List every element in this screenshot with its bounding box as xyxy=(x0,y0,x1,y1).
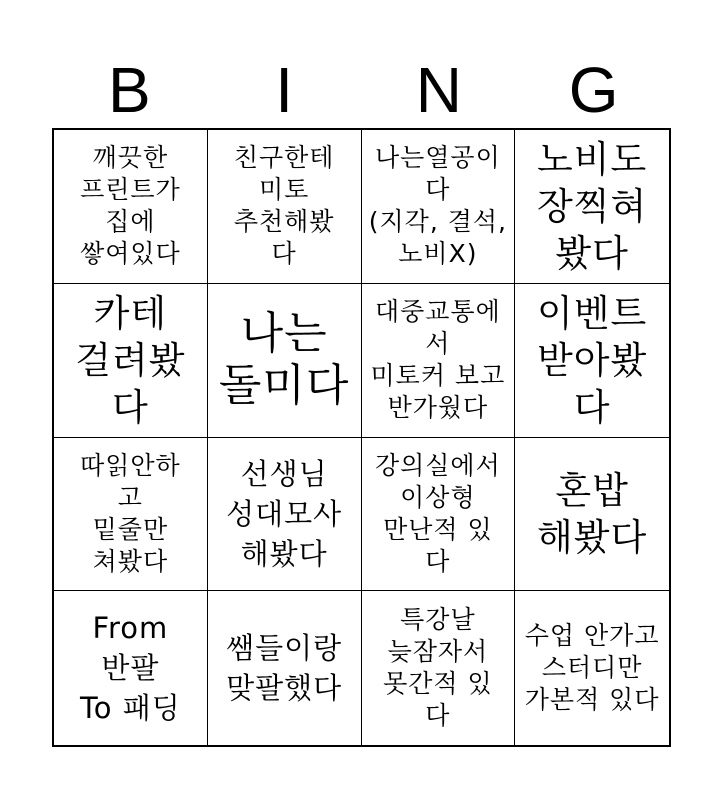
cell-label: 나는열공이 다 (지각, 결석, 노비X) xyxy=(368,143,507,269)
cell-label: 깨끗한 프린트가 집에 쌓여있다 xyxy=(80,143,181,269)
bingo-cell-r1-c2[interactable] xyxy=(208,130,362,284)
bingo-cell-r4-c2[interactable] xyxy=(208,591,362,745)
bingo-header xyxy=(52,52,671,128)
cell-label: 혼밥 해봤다 xyxy=(537,468,648,559)
bingo-cell-r4-c1[interactable] xyxy=(54,591,208,745)
bingo-cell-r4-c3[interactable] xyxy=(362,591,516,745)
cell-label: 이벤트 받아봤 다 xyxy=(537,291,648,429)
bingo-board xyxy=(52,128,671,747)
header-letter-i: I xyxy=(275,54,294,126)
bingo-cell-r2-c1[interactable] xyxy=(54,284,208,438)
cell-label: 따읽안하 고 밑줄만 쳐봤다 xyxy=(80,450,181,576)
bingo-cell-r3-c4[interactable] xyxy=(515,438,669,592)
bingo-cell-r1-c3[interactable] xyxy=(362,130,516,284)
bingo-cell-r2-c2[interactable] xyxy=(208,284,362,438)
cell-label: 카테 걸려봤 다 xyxy=(75,291,186,429)
cell-label: 특강날 늦잠자서 못간적 있 다 xyxy=(383,605,493,731)
header-letter-b: B xyxy=(108,54,151,126)
cell-label: 친구한테 미토 추천해봤 다 xyxy=(233,143,335,269)
bingo-cell-r2-c3[interactable] xyxy=(362,284,516,438)
bingo-cell-r1-c4[interactable] xyxy=(515,130,669,284)
cell-label: 노비도 장찍혀 봤다 xyxy=(537,137,648,275)
cell-label: 대중교통에 서 미토커 보고 반가웠다 xyxy=(370,297,506,423)
cell-label: From 반팔 To 패딩 xyxy=(79,611,181,726)
cell-label: 나는 돌미다 xyxy=(218,308,350,412)
cell-label: 수업 안가고 스터디만 가본적 있다 xyxy=(524,621,660,715)
header-letter-g: G xyxy=(568,54,619,126)
bingo-cell-r3-c2[interactable] xyxy=(208,438,362,592)
bingo-cell-r2-c4[interactable] xyxy=(515,284,669,438)
cell-label: 강의실에서 이상형 만난적 있 다 xyxy=(374,450,501,576)
bingo-cell-r3-c3[interactable] xyxy=(362,438,516,592)
bingo-cell-r1-c1[interactable] xyxy=(54,130,208,284)
cell-label: 선생님 성대모사 해봤다 xyxy=(226,456,343,571)
bingo-cell-r4-c4[interactable] xyxy=(515,591,669,745)
header-letter-n: N xyxy=(415,54,462,126)
cell-label: 쌤들이랑 맞팔했다 xyxy=(226,631,343,706)
bingo-cell-r3-c1[interactable] xyxy=(54,438,208,592)
